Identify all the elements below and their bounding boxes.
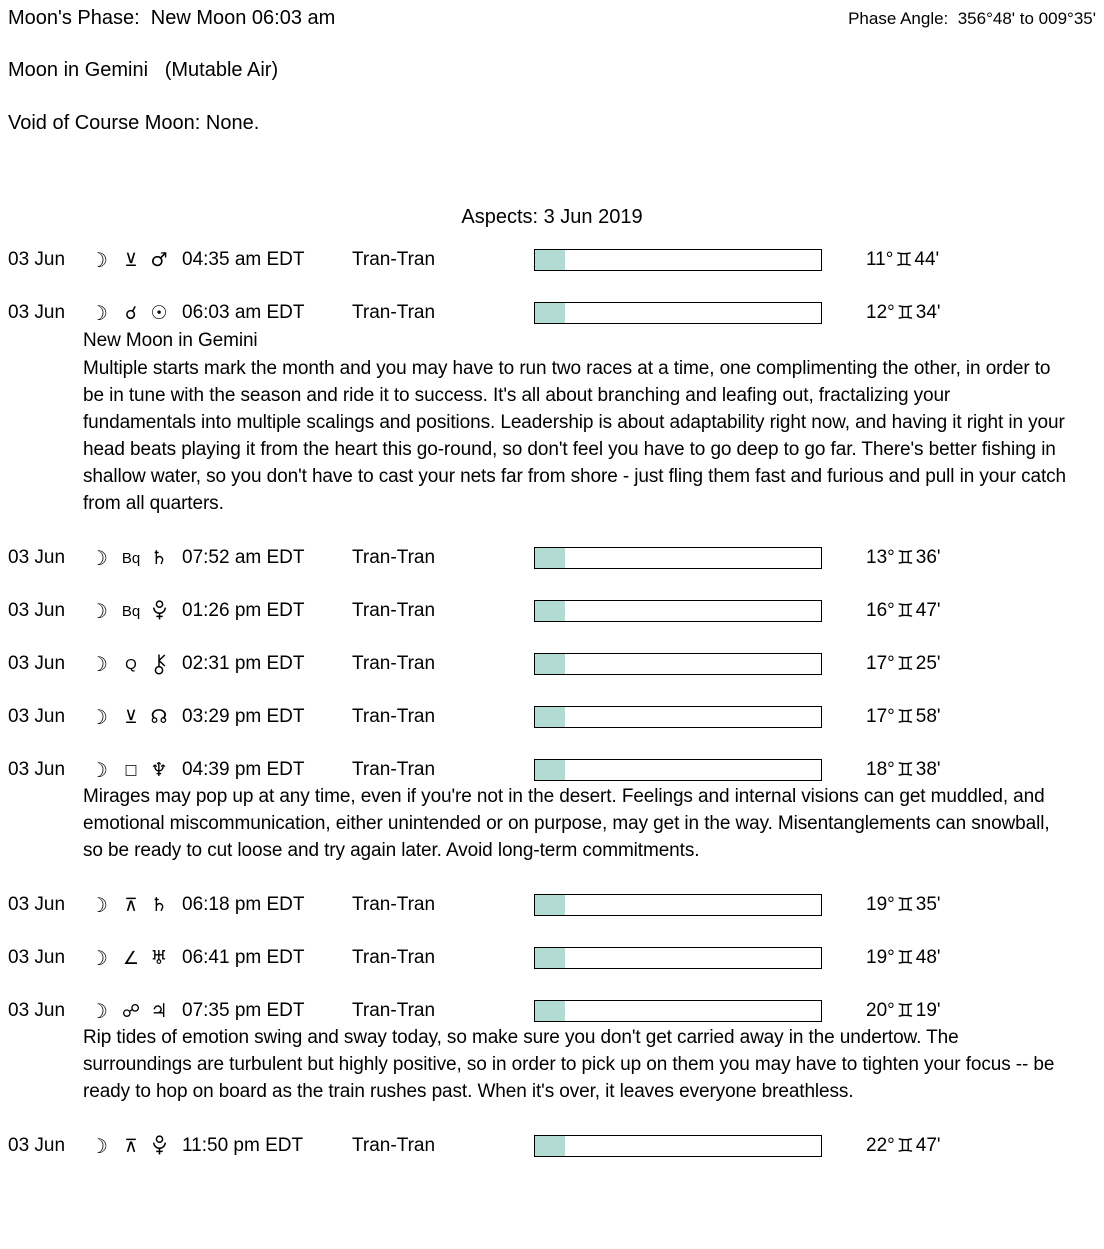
time-cell: 03:29 pm EDT	[182, 706, 305, 727]
position-minutes: 34'	[915, 302, 941, 323]
aspect-biquintile-icon: Bq	[121, 549, 141, 567]
time-cell: 04:39 pm EDT	[182, 759, 305, 780]
gemini-icon: ♊	[896, 600, 914, 622]
moon-icon: ☽	[90, 999, 108, 1023]
planet-uranus-icon: ♅	[150, 947, 168, 969]
orb-bar-fill	[535, 601, 565, 621]
position-degrees: 22°	[866, 1135, 895, 1156]
orb-bar-fill	[535, 1001, 565, 1021]
phase-angle-text: Phase Angle: 356°48' to 009°35'	[848, 9, 1096, 28]
type-cell: Tran-Tran	[352, 302, 436, 323]
moon-icon: ☽	[90, 705, 108, 729]
gemini-icon: ♊	[896, 653, 914, 675]
orb-bar-fill	[535, 948, 565, 968]
planet-chiron-icon	[146, 653, 172, 675]
type-cell: Tran-Tran	[352, 894, 436, 915]
position-minutes: 48'	[915, 947, 941, 968]
orb-bar	[534, 706, 822, 728]
position-degrees: 19°	[866, 947, 895, 968]
position-cell	[866, 249, 939, 271]
orb-bar-fill	[535, 303, 565, 323]
orb-bar-fill	[535, 250, 565, 270]
type-cell: Tran-Tran	[352, 1000, 436, 1021]
gemini-icon: ♊	[896, 706, 914, 728]
aspect-semi-sextile-icon: ⊻	[124, 706, 138, 728]
time-cell: 04:35 am EDT	[182, 249, 305, 270]
orb-bar-fill	[535, 548, 565, 568]
gemini-icon: ♊	[896, 547, 914, 569]
time-cell: 07:52 am EDT	[182, 547, 305, 568]
position-degrees: 13°	[866, 547, 895, 568]
report-header	[8, 6, 1096, 30]
time-cell: 06:18 pm EDT	[182, 894, 305, 915]
void-of-course-text: Void of Course Moon: None.	[8, 112, 260, 134]
position-degrees: 17°	[866, 706, 895, 727]
orb-bar	[534, 600, 822, 622]
date-cell: 03 Jun	[8, 249, 66, 270]
gemini-icon: ♊	[895, 249, 913, 271]
aspect-opposition-icon: ☍	[121, 1000, 141, 1022]
position-minutes: 38'	[915, 759, 941, 780]
position-degrees: 18°	[866, 759, 895, 780]
aspect-semi-square-icon: ∠	[122, 947, 140, 969]
position-degrees: 16°	[866, 600, 895, 621]
time-cell: 07:35 pm EDT	[182, 1000, 305, 1021]
moon-icon: ☽	[90, 1134, 108, 1158]
orb-bar	[534, 547, 822, 569]
aspect-conjunction-icon: ☌	[124, 302, 138, 324]
orb-bar-fill	[535, 1136, 565, 1156]
date-cell: 03 Jun	[8, 706, 66, 727]
type-cell: Tran-Tran	[352, 1135, 436, 1156]
aspect-row	[8, 652, 1096, 676]
orb-bar-fill	[535, 654, 565, 674]
aspect-row	[8, 301, 1096, 325]
position-cell	[866, 706, 941, 728]
gemini-icon: ♊	[896, 894, 914, 916]
position-cell	[866, 759, 941, 781]
orb-bar	[534, 759, 822, 781]
orb-bar	[534, 653, 822, 675]
aspect-semi-sextile-icon: ⊻	[124, 249, 138, 271]
time-cell: 06:03 am EDT	[182, 302, 305, 323]
moon-icon: ☽	[90, 652, 108, 676]
date-cell: 03 Jun	[8, 302, 66, 323]
note-body: Rip tides of emotion swing and sway today, so make sure you don't get carried away in the undertow. The surroundings are turbulent but highly positive, so in order to pick up on them you may have to tighten your focus -- be ready to hop on board as the train rushes past. When it's over, it leaves everyone breathless.	[83, 1027, 1055, 1102]
aspect-square-icon: □	[124, 762, 138, 778]
date-cell: 03 Jun	[8, 894, 66, 915]
planet-north-node-icon: ☊	[150, 706, 168, 728]
planet-saturn-icon: ♄	[150, 547, 168, 569]
date-cell: 03 Jun	[8, 1135, 66, 1156]
moon-icon: ☽	[90, 301, 108, 325]
position-minutes: 25'	[915, 653, 941, 674]
moon-icon: ☽	[90, 248, 108, 272]
gemini-icon: ♊	[896, 759, 914, 781]
position-cell	[866, 894, 941, 916]
position-cell	[866, 1000, 941, 1022]
gemini-icon: ♊	[896, 947, 914, 969]
aspect-row	[8, 946, 1096, 970]
type-cell: Tran-Tran	[352, 653, 436, 674]
orb-bar	[534, 947, 822, 969]
orb-bar	[534, 302, 822, 324]
aspect-row	[8, 1134, 1096, 1158]
aspect-quintile-icon: Q	[125, 655, 137, 673]
position-degrees: 20°	[866, 1000, 895, 1021]
date-cell: 03 Jun	[8, 759, 66, 780]
aspect-row	[8, 546, 1096, 570]
planet-pluto-icon	[146, 600, 172, 622]
time-cell: 02:31 pm EDT	[182, 653, 305, 674]
position-degrees: 11°	[866, 249, 894, 270]
moon-icon: ☽	[90, 546, 108, 570]
note-body: Multiple starts mark the month and you may have to run two races at a time, one complimenting the other, in order to be in tune with the season and ride it to success. It's all about branching and leafing out, fractalizing your fundamentals into multiple scalings and positions. Leadership is about adaptability right now, and having it right in your head beats playing it from the heart this go-round, so don't feel you have to go deep to go far. There's better fishing in shallow water, so you don't have to cast your nets far from shore - just fling them fast and furious and pull in your catch from all quarters.	[83, 358, 1067, 514]
aspects-title: Aspects: 3 Jun 2019	[461, 206, 643, 228]
moons-phase-text: Moon's Phase: New Moon 06:03 am	[8, 7, 336, 29]
time-cell: 11:50 pm EDT	[182, 1135, 304, 1156]
position-cell	[866, 947, 941, 969]
position-cell	[866, 1135, 941, 1157]
planet-mars-icon: ♂	[150, 249, 168, 271]
position-cell	[866, 547, 941, 569]
moon-icon: ☽	[90, 946, 108, 970]
type-cell: Tran-Tran	[352, 600, 436, 621]
aspect-row	[8, 705, 1096, 729]
moon-icon: ☽	[90, 599, 108, 623]
aspect-row	[8, 893, 1096, 917]
position-degrees: 19°	[866, 894, 895, 915]
orb-bar-fill	[535, 707, 565, 727]
orb-bar	[534, 1000, 822, 1022]
aspect-biquintile-icon: Bq	[121, 602, 141, 620]
type-cell: Tran-Tran	[352, 706, 436, 727]
position-minutes: 47'	[915, 1135, 941, 1156]
date-cell: 03 Jun	[8, 547, 66, 568]
aspect-quincunx-icon: ⊼	[124, 894, 138, 916]
orb-bar-fill	[535, 760, 565, 780]
gemini-icon: ♊	[896, 302, 914, 324]
note-title: New Moon in Gemini	[83, 330, 258, 351]
planet-sun-icon: ☉	[150, 302, 168, 324]
time-cell: 06:41 pm EDT	[182, 947, 305, 968]
orb-bar-fill	[535, 895, 565, 915]
aspect-quincunx-icon: ⊼	[124, 1135, 138, 1157]
type-cell: Tran-Tran	[352, 249, 436, 270]
aspect-row	[8, 758, 1096, 782]
moon-icon: ☽	[90, 758, 108, 782]
position-minutes: 19'	[915, 1000, 941, 1021]
position-minutes: 44'	[914, 249, 940, 270]
gemini-icon: ♊	[896, 1000, 914, 1022]
position-degrees: 17°	[866, 653, 895, 674]
date-cell: 03 Jun	[8, 653, 66, 674]
aspect-row	[8, 999, 1096, 1023]
orb-bar	[534, 1135, 822, 1157]
gemini-icon: ♊	[896, 1135, 914, 1157]
note-body: Mirages may pop up at any time, even if you're not in the desert. Feelings and internal visions can get muddled, and emotional miscommunication, either unintended or on purpose, may get in the way. Misentanglements can snowball, so be ready to cut loose and try again later. Avoid long-term commitments.	[83, 786, 1050, 861]
type-cell: Tran-Tran	[352, 547, 436, 568]
position-minutes: 47'	[915, 600, 941, 621]
type-cell: Tran-Tran	[352, 759, 436, 780]
moon-icon: ☽	[90, 893, 108, 917]
aspect-row	[8, 248, 1096, 272]
moon-sign-text: Moon in Gemini (Mutable Air)	[8, 59, 279, 81]
position-minutes: 58'	[915, 706, 941, 727]
planet-saturn-icon: ♄	[150, 894, 168, 916]
aspect-list	[8, 248, 1096, 1158]
position-cell	[866, 600, 941, 622]
planet-jupiter-icon: ♃	[150, 1000, 168, 1022]
date-cell: 03 Jun	[8, 600, 66, 621]
date-cell: 03 Jun	[8, 947, 66, 968]
orb-bar	[534, 894, 822, 916]
planet-pluto-icon	[146, 1135, 172, 1157]
position-minutes: 36'	[915, 547, 941, 568]
orb-bar	[534, 249, 822, 271]
position-degrees: 12°	[866, 302, 895, 323]
type-cell: Tran-Tran	[352, 947, 436, 968]
position-minutes: 35'	[915, 894, 941, 915]
position-cell	[866, 653, 941, 675]
planet-neptune-icon: ♆	[150, 759, 168, 781]
aspect-row	[8, 599, 1096, 623]
date-cell: 03 Jun	[8, 1000, 66, 1021]
position-cell	[866, 302, 941, 324]
time-cell: 01:26 pm EDT	[182, 600, 305, 621]
